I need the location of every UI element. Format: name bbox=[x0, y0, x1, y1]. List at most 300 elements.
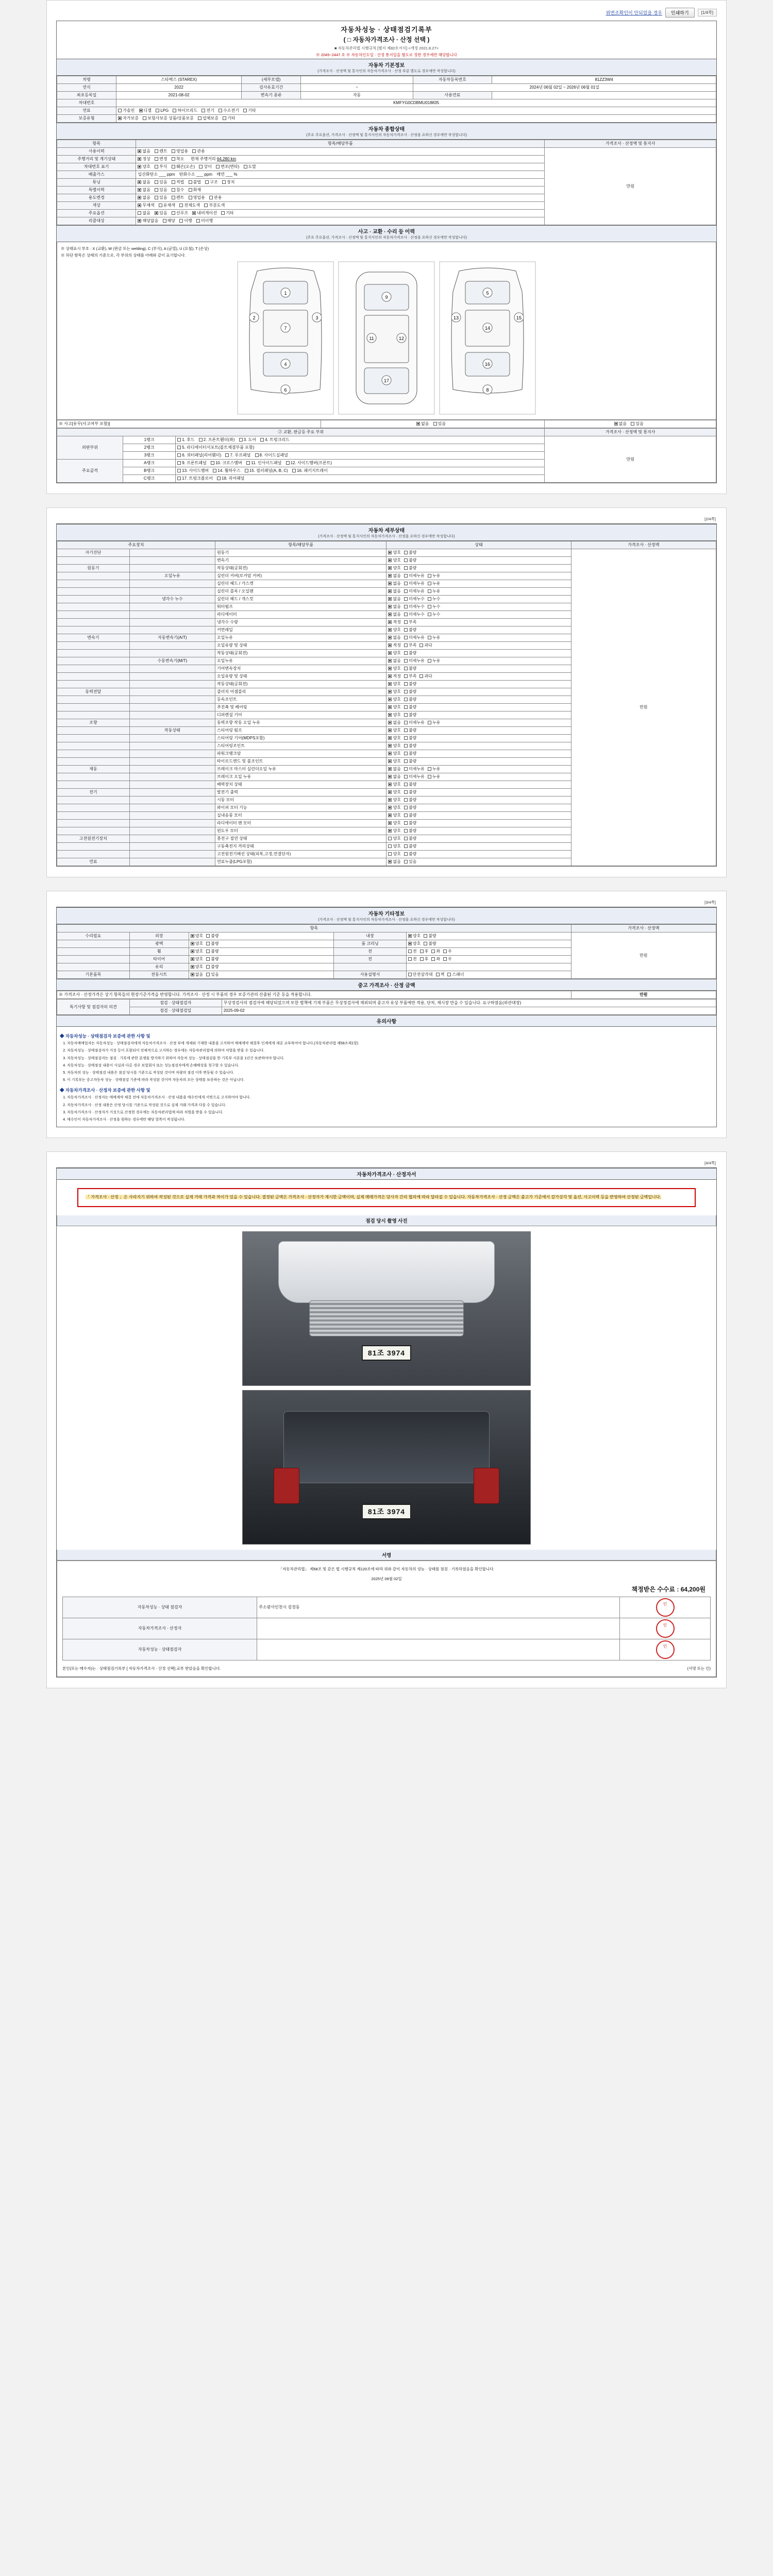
status-option[interactable]: 불량 bbox=[404, 782, 416, 787]
other-status-option-2[interactable]: 좌 bbox=[431, 949, 440, 954]
detail-status[interactable] bbox=[386, 812, 571, 820]
status-option[interactable]: 양호 bbox=[388, 550, 400, 555]
fuel-option[interactable]: 하이브리드 bbox=[173, 108, 197, 113]
status-option[interactable]: 불량 bbox=[404, 682, 416, 687]
part-item[interactable]: 2. 프론트휀더(좌) bbox=[199, 437, 235, 443]
status-option[interactable]: 불량 bbox=[404, 743, 416, 749]
other-group bbox=[57, 956, 130, 963]
part-item[interactable]: 4. 트렁크리드 bbox=[260, 437, 290, 443]
other-status-2[interactable] bbox=[406, 940, 571, 948]
detail-status[interactable] bbox=[386, 549, 571, 557]
detail-item: 브레이크 오일 누유 bbox=[215, 773, 386, 781]
status-option[interactable]: 양호 bbox=[388, 782, 400, 787]
accident-appraisal-option[interactable]: 없음 bbox=[614, 421, 627, 427]
status-option[interactable]: 미세누수 bbox=[404, 597, 425, 602]
detail-status[interactable] bbox=[386, 557, 571, 565]
status-option[interactable]: 있음 bbox=[404, 859, 416, 865]
detail-status[interactable] bbox=[386, 851, 571, 858]
status-option[interactable]: 양호 bbox=[388, 844, 400, 849]
detail-status[interactable] bbox=[386, 580, 571, 588]
detail-status[interactable] bbox=[386, 750, 571, 758]
other-status-2[interactable] bbox=[406, 948, 571, 956]
forgery-check-link[interactable]: 위변조확인이 안되었을 경우 bbox=[606, 10, 662, 15]
fuel-option[interactable]: 기타 bbox=[243, 108, 256, 113]
other-status-option[interactable]: 없음 bbox=[191, 972, 203, 977]
other-part: 광택 bbox=[129, 940, 189, 948]
part-item[interactable]: 18. 리어패널 bbox=[217, 476, 244, 481]
detail-status[interactable] bbox=[386, 696, 571, 704]
table-row bbox=[57, 420, 716, 428]
status-option[interactable]: 불량 bbox=[404, 844, 416, 849]
status-option[interactable]: 없음 bbox=[388, 597, 400, 602]
status-option[interactable]: 적정 bbox=[388, 643, 400, 648]
special-option[interactable]: 있음 bbox=[155, 188, 167, 193]
status-option[interactable]: 누유 bbox=[428, 767, 440, 772]
status-option[interactable]: 양호 bbox=[388, 852, 400, 857]
status-option[interactable]: 누수 bbox=[428, 612, 440, 617]
tuning-sub2-option[interactable]: 구조 bbox=[205, 180, 217, 185]
row-options-color[interactable] bbox=[136, 202, 545, 210]
status-option[interactable]: 양호 bbox=[388, 743, 400, 749]
rank-items[interactable] bbox=[176, 475, 545, 483]
status-option[interactable]: 없음 bbox=[388, 573, 400, 579]
detail-status[interactable] bbox=[386, 742, 571, 750]
rank-items[interactable] bbox=[176, 436, 545, 444]
part-item[interactable]: 5. 라디에이터서포트(볼트체결부품 포함) bbox=[177, 445, 254, 450]
status-option[interactable]: 불량 bbox=[404, 713, 416, 718]
other-status-option[interactable]: 양호 bbox=[191, 934, 203, 939]
other-status-option-2[interactable]: 우 bbox=[443, 957, 452, 962]
status-option[interactable]: 양호 bbox=[388, 713, 400, 718]
detail-status[interactable] bbox=[386, 657, 571, 665]
row-options-emission[interactable] bbox=[136, 171, 545, 179]
detail-status[interactable] bbox=[386, 804, 571, 812]
mainopt-option[interactable]: 없음 bbox=[138, 211, 150, 216]
detail-status[interactable] bbox=[386, 766, 571, 773]
status-option[interactable]: 불량 bbox=[404, 821, 416, 826]
status-option[interactable]: 누유 bbox=[428, 635, 440, 640]
mileage-option[interactable]: 정상 bbox=[138, 157, 150, 162]
detail-status[interactable] bbox=[386, 650, 571, 657]
status-option[interactable]: 누유 bbox=[428, 573, 440, 579]
vin-option[interactable]: 도말 bbox=[244, 164, 256, 170]
accident-appraisal-options[interactable] bbox=[545, 420, 716, 428]
status-option[interactable]: 양호 bbox=[388, 651, 400, 656]
status-option[interactable]: 양호 bbox=[388, 682, 400, 687]
status-option[interactable]: 불량 bbox=[404, 558, 416, 563]
detail-status[interactable] bbox=[386, 603, 571, 611]
status-option[interactable]: 미세누수 bbox=[404, 612, 425, 617]
seal-icon: 인 bbox=[656, 1640, 675, 1659]
part-item[interactable]: 6. 쿼터패널(리어휀더) bbox=[177, 453, 221, 458]
usage-option[interactable]: 영업용 bbox=[172, 149, 188, 154]
svg-text:2: 2 bbox=[253, 315, 256, 320]
color-sub-option[interactable]: 부분도색 bbox=[204, 203, 225, 208]
status-option[interactable]: 불량 bbox=[404, 628, 416, 633]
vin-option[interactable]: 훼손(오손) bbox=[172, 164, 195, 170]
detail-status[interactable] bbox=[386, 735, 571, 742]
status-option[interactable]: 불량 bbox=[404, 813, 416, 818]
terms-list-2 bbox=[60, 1095, 713, 1123]
status-option[interactable]: 없음 bbox=[388, 720, 400, 725]
status-option[interactable]: 미세누유 bbox=[404, 589, 425, 594]
status-option[interactable]: 불량 bbox=[404, 666, 416, 671]
status-option[interactable]: 없음 bbox=[388, 604, 400, 609]
rank-items[interactable] bbox=[176, 444, 545, 452]
vin-option[interactable]: 양호 bbox=[138, 164, 150, 170]
status-option[interactable]: 없음 bbox=[388, 581, 400, 586]
part-item[interactable]: 15. 필러패널(A, B, C) bbox=[245, 468, 288, 473]
print-button[interactable]: 인쇄하기 bbox=[665, 8, 695, 18]
status-option[interactable]: 불량 bbox=[404, 550, 416, 555]
special-option[interactable]: 없음 bbox=[138, 188, 150, 193]
status-option[interactable]: 미세누수 bbox=[404, 604, 425, 609]
status-option[interactable]: 양호 bbox=[388, 566, 400, 571]
status-option[interactable]: 누유 bbox=[428, 774, 440, 779]
detail-status[interactable] bbox=[386, 727, 571, 735]
status-option[interactable]: 없음 bbox=[388, 859, 400, 865]
status-option[interactable]: 미세누유 bbox=[404, 581, 425, 586]
status-option[interactable]: 누유 bbox=[428, 581, 440, 586]
mainopt-sub-option[interactable]: 내비게이션 bbox=[192, 211, 217, 216]
status-option[interactable]: 미세누유 bbox=[404, 573, 425, 579]
detail-status[interactable] bbox=[386, 596, 571, 603]
other-status[interactable] bbox=[189, 948, 333, 956]
status-option[interactable]: 없음 bbox=[388, 774, 400, 779]
mileage-option[interactable]: 변경 bbox=[155, 157, 167, 162]
detail-status[interactable] bbox=[386, 626, 571, 634]
recall-sub-option[interactable]: 미이행 bbox=[196, 218, 213, 224]
other-status-option[interactable]: 불량 bbox=[206, 934, 219, 939]
status-option[interactable]: 부족 bbox=[404, 674, 416, 679]
other-status-option-2[interactable]: 불량 bbox=[424, 934, 436, 939]
mainopt-sub-option[interactable]: 선루프 bbox=[172, 211, 188, 216]
row-options-usage-change[interactable] bbox=[136, 194, 545, 202]
status-option[interactable]: 미세누유 bbox=[404, 635, 425, 640]
vin-option[interactable]: 상이 bbox=[199, 164, 211, 170]
row-options-special-history[interactable] bbox=[136, 187, 545, 194]
status-option[interactable]: 적정 bbox=[388, 674, 400, 679]
status-option[interactable]: 양호 bbox=[388, 558, 400, 563]
other-group: 수리필요 bbox=[57, 933, 130, 940]
rank-items[interactable] bbox=[176, 467, 545, 475]
status-option[interactable]: 양호 bbox=[388, 821, 400, 826]
status-option[interactable]: 불량 bbox=[404, 852, 416, 857]
mainopt-option[interactable]: 있음 bbox=[155, 211, 167, 216]
status-option[interactable]: 불량 bbox=[404, 689, 416, 694]
part-item[interactable]: 17. 트렁크플로어 bbox=[177, 476, 213, 481]
status-option[interactable]: 적정 bbox=[388, 620, 400, 625]
seal-icon: 인 bbox=[656, 1619, 675, 1638]
status-option[interactable]: 불량 bbox=[404, 790, 416, 795]
other-status-option[interactable]: 불량 bbox=[206, 949, 219, 954]
other-status-option[interactable]: 양호 bbox=[191, 957, 203, 962]
svg-text:3: 3 bbox=[315, 315, 318, 320]
detail-group: 연료 bbox=[57, 858, 130, 866]
detail-status[interactable] bbox=[386, 665, 571, 673]
tuning-option[interactable]: 없음 bbox=[138, 180, 150, 185]
usagechange-sub-option[interactable]: 관용 bbox=[209, 195, 222, 200]
status-option[interactable]: 양호 bbox=[388, 736, 400, 741]
accident-option[interactable]: 있음 bbox=[433, 421, 446, 427]
other-status-option[interactable]: 양호 bbox=[191, 964, 203, 970]
detail-status[interactable] bbox=[386, 572, 571, 580]
status-option[interactable]: 불량 bbox=[404, 705, 416, 710]
status-option[interactable]: 없음 bbox=[388, 635, 400, 640]
special-sub-option[interactable]: 화재 bbox=[189, 188, 201, 193]
col-header-item: 항목 bbox=[57, 140, 136, 148]
row-options-usage[interactable] bbox=[136, 148, 545, 156]
usage-option[interactable]: 관용 bbox=[192, 149, 205, 154]
detail-status[interactable] bbox=[386, 719, 571, 727]
usagechange-sub-option[interactable]: 렌트 bbox=[172, 195, 184, 200]
other-status-option-2[interactable]: 스패너 bbox=[447, 972, 464, 977]
status-option[interactable]: 양호 bbox=[388, 813, 400, 818]
detail-status[interactable] bbox=[386, 619, 571, 626]
detail-subgroup bbox=[129, 804, 215, 812]
tuning-option[interactable]: 있음 bbox=[155, 180, 167, 185]
status-option[interactable]: 양호 bbox=[388, 728, 400, 733]
tuning-sub-option[interactable]: 적법 bbox=[172, 180, 184, 185]
status-option[interactable]: 양호 bbox=[388, 805, 400, 810]
status-option[interactable]: 불량 bbox=[404, 798, 416, 803]
fuel-option[interactable]: 수소전기 bbox=[219, 108, 239, 113]
row-options-tuning[interactable] bbox=[136, 179, 545, 187]
status-option[interactable]: 불량 bbox=[404, 828, 416, 834]
term-item: 2. 자동차가격조사 · 산정 내용은 산정 당시를 기준으로 작성된 것으로 실제 거래 가격과 다를 수 있습니다. bbox=[67, 1103, 713, 1108]
status-option[interactable]: 불량 bbox=[404, 805, 416, 810]
status-option[interactable]: 누수 bbox=[428, 604, 440, 609]
status-option[interactable]: 불량 bbox=[404, 751, 416, 756]
other-status[interactable] bbox=[189, 963, 333, 971]
color-option[interactable]: 유채색 bbox=[159, 203, 175, 208]
fuel-option[interactable]: 전기 bbox=[201, 108, 214, 113]
detail-status[interactable] bbox=[386, 827, 571, 835]
status-option[interactable]: 과다 bbox=[419, 643, 432, 648]
row-options-recall[interactable] bbox=[136, 217, 545, 225]
detail-subgroup bbox=[129, 650, 215, 657]
other-status-option-2[interactable]: 잭 bbox=[436, 972, 445, 977]
sign-seal bbox=[620, 1597, 711, 1618]
detail-status[interactable] bbox=[386, 688, 571, 696]
tuning-sub2-option[interactable]: 장치 bbox=[222, 180, 234, 185]
part-item[interactable]: 1. 후드 bbox=[177, 437, 194, 443]
other-status-option[interactable]: 양호 bbox=[191, 941, 203, 946]
svg-text:6: 6 bbox=[284, 387, 287, 393]
status-option[interactable]: 과다 bbox=[419, 674, 432, 679]
other-status[interactable] bbox=[189, 940, 333, 948]
accident-result-options[interactable] bbox=[321, 420, 545, 428]
detail-status[interactable] bbox=[386, 796, 571, 804]
usagechange-option[interactable]: 없음 bbox=[138, 195, 150, 200]
other-status-option[interactable]: 불량 bbox=[206, 964, 219, 970]
other-status-option[interactable]: 불량 bbox=[206, 941, 219, 946]
rank-items[interactable] bbox=[176, 460, 545, 467]
fuel-option[interactable]: 가솔린 bbox=[118, 108, 135, 113]
warranty-option-group[interactable] bbox=[116, 115, 716, 123]
accident-option[interactable]: 없음 bbox=[416, 421, 429, 427]
other-status[interactable] bbox=[189, 971, 333, 979]
other-status[interactable] bbox=[189, 956, 333, 963]
detail-status[interactable] bbox=[386, 835, 571, 843]
status-option[interactable]: 없음 bbox=[388, 589, 400, 594]
status-option[interactable]: 양호 bbox=[388, 666, 400, 671]
other-status-option-2[interactable]: 후 bbox=[420, 949, 429, 954]
status-option[interactable]: 미세누유 bbox=[404, 658, 425, 664]
detail-item: 구동축전지 격리상태 bbox=[215, 843, 386, 851]
color-sub-option[interactable]: 전체도색 bbox=[179, 203, 200, 208]
other-info-table bbox=[57, 924, 716, 979]
detail-group bbox=[57, 557, 130, 565]
status-option[interactable]: 누유 bbox=[428, 658, 440, 664]
status-option[interactable]: 누수 bbox=[428, 597, 440, 602]
fuel-option-group[interactable] bbox=[116, 107, 716, 115]
detail-status[interactable] bbox=[386, 673, 571, 681]
usage-option[interactable]: 렌트 bbox=[155, 149, 167, 154]
detail-status[interactable] bbox=[386, 611, 571, 619]
status-option[interactable]: 미세누유 bbox=[404, 774, 425, 779]
usagechange-sub-option[interactable]: 영업용 bbox=[189, 195, 205, 200]
other-status-option[interactable]: 있음 bbox=[206, 972, 219, 977]
other-status-option-2[interactable]: 후 bbox=[420, 957, 429, 962]
other-status-option-2[interactable]: 불량 bbox=[424, 941, 436, 946]
status-option[interactable]: 불량 bbox=[404, 836, 416, 841]
part-item[interactable]: 9. 프론트패널 bbox=[177, 461, 207, 466]
status-option[interactable]: 양호 bbox=[388, 628, 400, 633]
hood-shape bbox=[278, 1241, 495, 1303]
warranty-option[interactable]: 자가보증 bbox=[118, 116, 139, 121]
part-item[interactable]: 11. 인사이드패널 bbox=[246, 461, 281, 466]
vin-option[interactable]: 부식 bbox=[155, 164, 167, 170]
detail-status[interactable] bbox=[386, 588, 571, 596]
detail-subgroup: 작동상태 bbox=[129, 727, 215, 735]
part-item[interactable]: 3. 도어 bbox=[239, 437, 256, 443]
status-option[interactable]: 불량 bbox=[404, 651, 416, 656]
part-item[interactable]: 14. 휠하우스 bbox=[213, 468, 240, 473]
rank-items[interactable] bbox=[176, 452, 545, 460]
detail-status[interactable] bbox=[386, 773, 571, 781]
part-item[interactable]: 10. 크로스멤버 bbox=[211, 461, 242, 466]
row-options-mileage[interactable] bbox=[136, 156, 545, 163]
status-option[interactable]: 불량 bbox=[404, 736, 416, 741]
status-option[interactable]: 없음 bbox=[388, 658, 400, 664]
part-item[interactable]: 12. 사이드멤버(프론트) bbox=[286, 461, 332, 466]
accident-appraisal-option[interactable]: 있음 bbox=[631, 421, 643, 427]
other-status-option-2[interactable]: 좌 bbox=[431, 957, 440, 962]
recall-sub-option[interactable]: 이행 bbox=[179, 218, 192, 224]
status-option[interactable]: 부족 bbox=[404, 643, 416, 648]
status-option[interactable]: 불량 bbox=[404, 566, 416, 571]
warranty-option[interactable]: 기타 bbox=[223, 116, 235, 121]
row-options-main-options[interactable] bbox=[136, 210, 545, 217]
status-option[interactable]: 양호 bbox=[388, 705, 400, 710]
detail-status[interactable] bbox=[386, 642, 571, 650]
status-option[interactable]: 없음 bbox=[388, 767, 400, 772]
detail-status[interactable] bbox=[386, 758, 571, 766]
part-item[interactable]: 8. 사이드실패널 bbox=[255, 453, 288, 458]
part-item[interactable]: 13. 사이드멤버 bbox=[177, 468, 209, 473]
status-option[interactable]: 양호 bbox=[388, 697, 400, 702]
status-option[interactable]: 양호 bbox=[388, 828, 400, 834]
part-item[interactable]: 16. 패키지트레이 bbox=[292, 468, 328, 473]
fuel-option[interactable]: LPG bbox=[156, 108, 169, 113]
detail-status[interactable] bbox=[386, 634, 571, 642]
other-status-option-2[interactable]: 양호 bbox=[408, 941, 421, 946]
other-status-option-2[interactable]: 전 bbox=[408, 949, 417, 954]
status-option[interactable]: 양호 bbox=[388, 790, 400, 795]
vin-option[interactable]: 변조(변타) bbox=[216, 164, 239, 170]
status-option[interactable]: 불량 bbox=[404, 759, 416, 764]
other-status-option-2[interactable]: 우 bbox=[443, 949, 452, 954]
other-status-2[interactable] bbox=[406, 971, 571, 979]
row-options-vin-mark[interactable] bbox=[136, 163, 545, 171]
other-status-option-2[interactable]: 양호 bbox=[408, 934, 421, 939]
section-basic-title: 자동차 기본정보 (가격조사 · 산정액 및 통사인의 자동차가격조사 · 산정 부분 별도로 경우에만 작성합니다) bbox=[57, 59, 716, 76]
detail-status[interactable] bbox=[386, 681, 571, 688]
status-option[interactable]: 부족 bbox=[404, 620, 416, 625]
other-status-option-2[interactable]: 안전삼각대 bbox=[408, 972, 433, 977]
detail-item: 오일유량 및 상태 bbox=[215, 642, 386, 650]
other-status-option[interactable]: 불량 bbox=[206, 957, 219, 962]
detail-status[interactable] bbox=[386, 858, 571, 866]
status-option[interactable]: 없음 bbox=[388, 612, 400, 617]
detail-status[interactable] bbox=[386, 711, 571, 719]
other-status-2[interactable] bbox=[406, 956, 571, 963]
usage-option[interactable]: 없음 bbox=[138, 149, 150, 154]
detail-status[interactable] bbox=[386, 820, 571, 827]
detail-status[interactable] bbox=[386, 789, 571, 796]
status-option[interactable]: 미세누유 bbox=[404, 720, 425, 725]
detail-item: 실내송풍 모터 bbox=[215, 812, 386, 820]
tuning-sub-option[interactable]: 불법 bbox=[189, 180, 201, 185]
part-item[interactable]: 7. 루프패널 bbox=[225, 453, 250, 458]
usagechange-option[interactable]: 있음 bbox=[155, 195, 167, 200]
status-option[interactable]: 양호 bbox=[388, 751, 400, 756]
mainopt-sub-option[interactable]: 기타 bbox=[221, 211, 233, 216]
status-option[interactable]: 양호 bbox=[388, 798, 400, 803]
warranty-option[interactable]: 업체보증 bbox=[198, 116, 219, 121]
car-diagram-front-right bbox=[439, 261, 536, 415]
color-option[interactable]: 무채색 bbox=[138, 203, 154, 208]
detail-status[interactable] bbox=[386, 565, 571, 572]
detail-status[interactable] bbox=[386, 781, 571, 789]
other-status-2[interactable] bbox=[406, 933, 571, 940]
status-option[interactable]: 양호 bbox=[388, 689, 400, 694]
status-option[interactable]: 양호 bbox=[388, 759, 400, 764]
other-status-2[interactable] bbox=[406, 963, 571, 971]
special-sub-option[interactable]: 침수 bbox=[172, 188, 184, 193]
detail-status[interactable] bbox=[386, 704, 571, 711]
detail-status[interactable] bbox=[386, 843, 571, 851]
other-status-option-2[interactable]: 전 bbox=[408, 957, 417, 962]
detail-item: 커먼레일 bbox=[215, 626, 386, 634]
other-status[interactable] bbox=[189, 933, 333, 940]
status-option[interactable]: 불량 bbox=[404, 728, 416, 733]
other-status-option[interactable]: 양호 bbox=[191, 949, 203, 954]
recall-option[interactable]: 해당없음 bbox=[138, 218, 158, 224]
warranty-option[interactable]: 보험사보증 상품/상품보증 bbox=[143, 116, 193, 121]
status-option[interactable]: 누유 bbox=[428, 589, 440, 594]
status-option[interactable]: 양호 bbox=[388, 836, 400, 841]
detail-group: 전기 bbox=[57, 789, 130, 796]
status-option[interactable]: 불량 bbox=[404, 697, 416, 702]
recall-option[interactable]: 해당 bbox=[163, 218, 175, 224]
mileage-option[interactable]: 착오 bbox=[172, 157, 184, 162]
fuel-option[interactable]: 디젤 bbox=[139, 108, 152, 113]
status-option[interactable]: 미세누유 bbox=[404, 767, 425, 772]
status-option[interactable]: 누유 bbox=[428, 720, 440, 725]
table-row bbox=[57, 115, 716, 123]
